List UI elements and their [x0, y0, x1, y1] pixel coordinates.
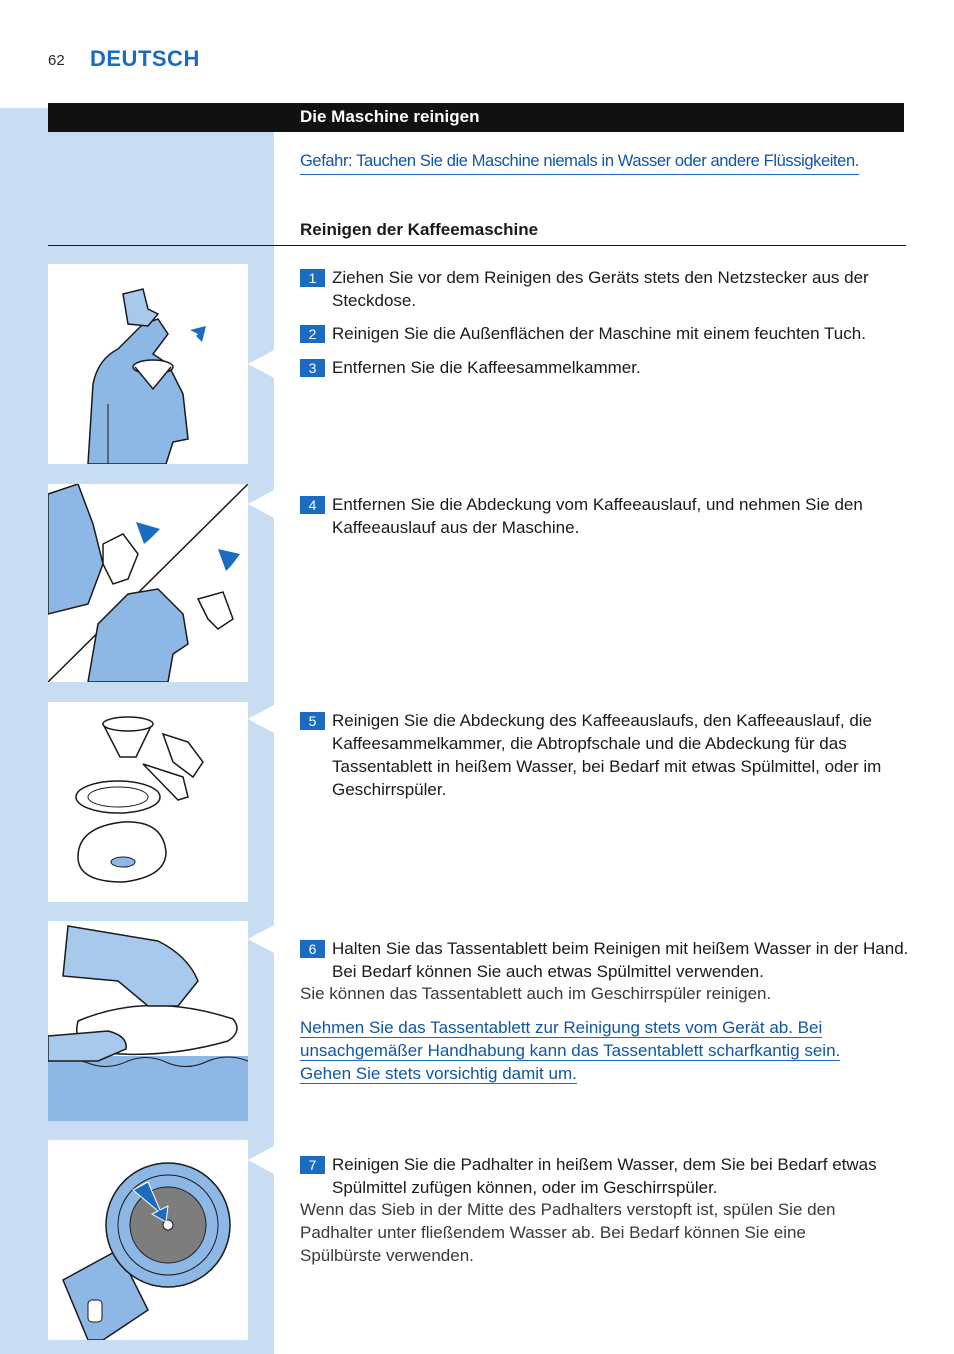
section-bar: [48, 103, 904, 132]
illustration-parts: [48, 702, 248, 902]
step-text: Entfernen Sie die Abdeckung vom Kaffeeauslauf, und nehmen Sie den Kaffeeauslauf aus der Maschine.: [332, 495, 863, 537]
step-2: [300, 322, 910, 345]
divider: [48, 245, 906, 246]
tray-caution: [300, 1016, 890, 1085]
step-6-note: Sie können das Tassentablett auch im Geschirrspüler reinigen.: [300, 984, 772, 1003]
step-text: Ziehen Sie vor dem Reinigen des Geräts stets den Netzstecker aus der Steckdose.: [332, 268, 869, 310]
illustration-pad-holder: [48, 1140, 248, 1340]
step-7: [300, 1153, 910, 1199]
step-number: 4: [300, 496, 325, 514]
step-text: Reinigen Sie die Abdeckung des Kaffeeauslaufs, den Kaffeeauslauf, die Kaffeesammelkammer, die Abtropfschale und die Abdeckung für das Tassentablett in heißem Wasser, bei Bedarf mit etwas Spülmittel, oder im Geschirrspüler.: [332, 711, 882, 799]
caution-line: Nehmen Sie das Tassentablett zur Reinigung stets vom Gerät ab. Bei: [300, 1018, 823, 1037]
step-7-note: Wenn das Sieb in der Mitte des Padhalters verstopft ist, spülen Sie den Padhalter unter fließendem Wasser ab. Bei Bedarf können Sie eine Spülbürste verwenden.: [300, 1200, 836, 1265]
illustration-remove-spout: [48, 484, 248, 682]
step-number: 5: [300, 712, 325, 730]
step-6: [300, 937, 910, 983]
step-3: [300, 356, 910, 379]
language-heading: DEUTSCH: [90, 46, 200, 71]
step-text: Entfernen Sie die Kaffeesammelkammer.: [332, 358, 641, 377]
step-5: [300, 709, 910, 801]
step-number: 6: [300, 940, 325, 958]
illustration-pointer: [248, 705, 274, 733]
section-title: Die Maschine reinigen: [300, 107, 480, 126]
caution-line: unsachgemäßer Handhabung kann das Tassentablett scharfkantig sein.: [300, 1041, 841, 1060]
illustration-pointer: [248, 490, 274, 518]
illustration-pointer: [248, 1146, 274, 1174]
step-text: Halten Sie das Tassentablett beim Reinigen mit heißem Wasser in der Hand. Bei Bedarf können Sie auch etwas Spülmittel verwenden.: [332, 939, 909, 981]
page-number: 62: [48, 52, 65, 69]
illustration-remove-chamber: [48, 264, 248, 464]
illustration-pointer: [248, 925, 274, 953]
step-number: 2: [300, 325, 325, 343]
danger-warning: Gefahr: Tauchen Sie die Maschine niemals in Wasser oder andere Flüssigkeiten.: [300, 152, 859, 175]
step-1: [300, 266, 910, 312]
step-text: Reinigen Sie die Padhalter in heißem Wasser, dem Sie bei Bedarf etwas Spülmittel zufügen können, oder im Geschirrspüler.: [332, 1155, 877, 1197]
step-text: Reinigen Sie die Außenflächen der Maschine mit einem feuchten Tuch.: [332, 324, 866, 343]
illustration-pointer: [248, 350, 274, 378]
illustration-tray-cleaning: [48, 921, 248, 1121]
step-4: [300, 493, 910, 539]
subheading: Reinigen der Kaffeemaschine: [300, 220, 539, 239]
step-number: 3: [300, 359, 325, 377]
step-number: 7: [300, 1156, 325, 1174]
caution-line: Gehen Sie stets vorsichtig damit um.: [300, 1064, 577, 1083]
step-number: 1: [300, 269, 325, 287]
